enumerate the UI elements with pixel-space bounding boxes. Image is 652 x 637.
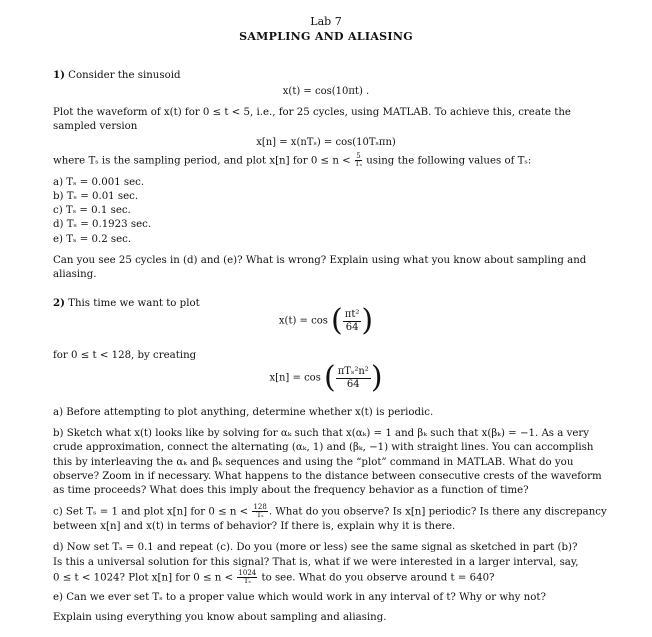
p2-part-c-line-1: c) Set Tₛ = 1 and plot x[n] for 0 ≤ n < $\frac{128}{\text{Tₛ}}$ . What do you observe? Is x[n] periodic? Is there any discrepancy — [53, 503, 607, 519]
p2-closing: Explain using everything you know about sampling and aliasing. — [53, 612, 387, 623]
problem-1-number: 1) — [53, 69, 65, 81]
problem-1-lead: Consider the sinusoid — [68, 70, 181, 81]
p2-for-line: for 0 ≤ t < 128, by creating — [53, 350, 197, 361]
p1-item-d: d) Tₛ = 0.1923 sec. — [53, 219, 152, 230]
p1-where-line — [53, 153, 531, 168]
p2-part-b-line-4: observe? Zoom in if necessary. What happens to the distance between consecutive crests of the waveform — [53, 471, 602, 482]
p1-item-e: e) Tₛ = 0.2 sec. — [53, 234, 132, 245]
lab-number: Lab 7 — [310, 15, 342, 28]
p2-part-b-line-5: as time proceeds? What does this imply about the frequency behavior as a function of time? — [53, 485, 529, 496]
p1-item-a: a) Tₛ = 0.001 sec. — [53, 177, 145, 188]
p1-item-c: c) Tₛ = 0.1 sec. — [53, 205, 131, 216]
p1-question-line-1: Can you see 25 cycles in (d) and (e)? What is wrong? Explain using what you know about sampling and — [53, 255, 587, 266]
p1-question-line-2: aliasing. — [53, 269, 97, 280]
fraction-5-over-ts: $\frac{5}{\text{Tₛ}}$ — [354, 152, 362, 168]
where-text-b: using the following values of Tₛ: — [366, 155, 532, 167]
p1-item-b: b) Tₛ = 0.01 sec. — [53, 191, 139, 202]
p2-part-e: e) Can we ever set Tₛ to a proper value which would work in any interval of t? Why or why not? — [53, 592, 546, 603]
p1-body-line-2: sampled version — [53, 121, 138, 132]
p2-part-d-line-2: Is this a universal solution for this signal? That is, what if we were interested in a larger interval, say, — [53, 557, 579, 568]
equation-xn-1: x[n] = x(nTₛ) = cos(10Tₛπn) — [256, 137, 396, 148]
p2-part-a: a) Before attempting to plot anything, determine whether x(t) is periodic. — [53, 407, 434, 418]
p2-part-b-line-3: this by interleaving the αₖ and βₖ sequences and using the “plot” command in MATLAB. What do you — [53, 457, 574, 468]
p2-part-d-line-3: 0 ≤ t < 1024? Plot x[n] for 0 ≤ n < $\frac{1024}{\text{Tₛ}}$ to see. What do you observe around t = 640? — [53, 569, 495, 585]
p2-part-d-line-1: d) Now set Tₛ = 0.1 and repeat (c). Do you (more or less) see the same signal as sketched in part (b)? — [53, 542, 578, 553]
equation-xt-2: x(t) = cos ( $\frac{\text{πt²}}{64}$ ) — [278, 303, 374, 338]
equation-xt-1: x(t) = cos(10πt) . — [282, 86, 370, 97]
problem-1-heading — [53, 69, 180, 82]
p1-body-line-1: Plot the waveform of x(t) for 0 ≤ t < 5, i.e., for 25 cycles, using MATLAB. To achieve this, create the — [53, 107, 571, 118]
fraction-1024-over-ts: $\frac{1024}{\text{Tₛ}}$ — [238, 569, 257, 585]
lab-title: SAMPLING AND ALIASING — [239, 30, 413, 43]
p2-part-b-line-2: crude approximation, connect the alternating (αₖ, 1) and (βₖ, −1) with straight lines. You can accomplish — [53, 442, 594, 453]
where-text-a: where Tₛ is the sampling period, and plot x[n] for 0 ≤ n < — [53, 155, 351, 167]
fraction-128-over-ts: $\frac{128}{\text{Tₛ}}$ — [253, 503, 267, 519]
p2-part-b-line-1: b) Sketch what x(t) looks like by solving for αₖ such that x(αₖ) = 1 and βₖ such that x(βₖ) = −1. As a very — [53, 428, 589, 439]
problem-2-number: 2) — [53, 297, 65, 309]
p2-part-c-line-2: between x[n] and x(t) in terms of behavior? If there is, explain why it is there. — [53, 521, 456, 532]
problem-2-lead: This time we want to plot — [68, 298, 200, 309]
equation-xn-2: x[n] = cos ( πTₛ²n² 64 ) — [269, 360, 383, 395]
